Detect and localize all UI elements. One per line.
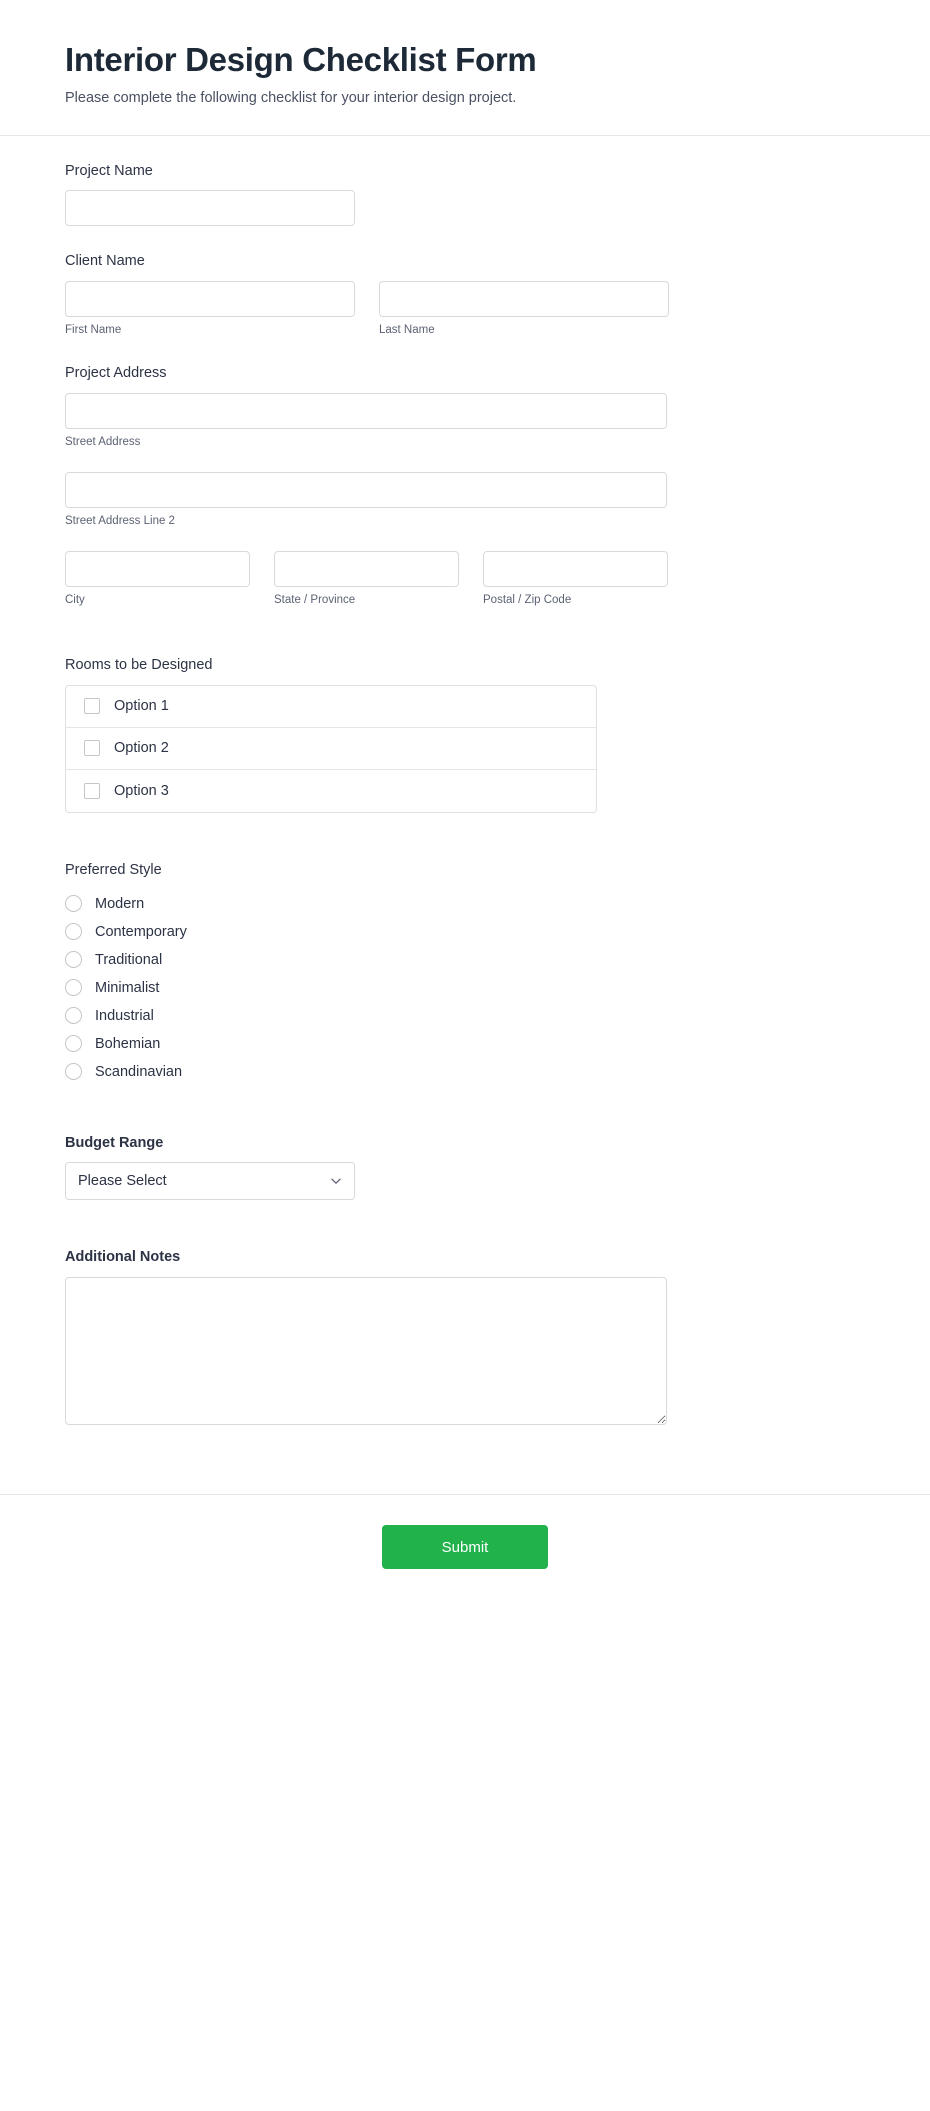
form-subtitle: Please complete the following checklist for your interior design project.: [65, 89, 517, 106]
radio-icon[interactable]: [65, 951, 82, 968]
budget-range-label: Budget Range: [65, 1134, 164, 1151]
form-footer: [0, 1494, 930, 1609]
budget-range-selected-value: Please Select: [78, 1173, 167, 1190]
section-spacer-4: [65, 1226, 865, 1248]
field-project-name: [65, 162, 865, 227]
list-item[interactable]: [65, 890, 865, 918]
street-address-2-input[interactable]: [65, 472, 667, 508]
form-body: [0, 136, 930, 1467]
city-sublabel: City: [65, 593, 85, 606]
field-additional-notes: [65, 1248, 865, 1430]
checkbox-icon[interactable]: [84, 740, 100, 756]
field-rooms-to-be-designed: [65, 656, 865, 813]
submit-button[interactable]: Submit: [382, 1525, 548, 1569]
budget-range-select[interactable]: [65, 1162, 355, 1200]
radio-label: Industrial: [95, 1007, 154, 1024]
street-address-2-sublabel: Street Address Line 2: [65, 515, 175, 528]
last-name-wrap: [379, 281, 669, 338]
radio-icon[interactable]: [65, 1035, 82, 1052]
page-title: Interior Design Checklist Form: [65, 41, 537, 78]
section-spacer-3: [65, 1112, 865, 1134]
list-item[interactable]: [65, 1030, 865, 1058]
client-name-label: Client Name: [65, 253, 145, 270]
field-project-address: [65, 364, 865, 608]
city-state-zip-row: [65, 551, 865, 608]
list-item[interactable]: [65, 918, 865, 946]
checkbox-label: Option 1: [114, 698, 169, 715]
address-spacer-2: [65, 529, 865, 551]
street-address-wrap: [65, 393, 667, 450]
list-item[interactable]: [65, 1002, 865, 1030]
first-name-input[interactable]: [65, 281, 355, 317]
state-wrap: [274, 551, 459, 608]
street-address-2-wrap: [65, 472, 667, 529]
rooms-checkbox-group: [65, 685, 597, 813]
street-address-input[interactable]: [65, 393, 667, 429]
list-item[interactable]: [66, 728, 596, 770]
section-spacer-2: [65, 839, 865, 861]
first-name-sublabel: First Name: [65, 324, 122, 337]
last-name-sublabel: Last Name: [379, 324, 435, 337]
street-address-sublabel: Street Address: [65, 436, 141, 449]
section-spacer-1: [65, 634, 865, 656]
checkbox-label: Option 3: [114, 782, 169, 799]
field-preferred-style: [65, 861, 865, 1086]
project-name-input-wrap: [65, 190, 355, 226]
list-item[interactable]: [65, 1058, 865, 1086]
last-name-input[interactable]: [379, 281, 669, 317]
radio-icon[interactable]: [65, 979, 82, 996]
checkbox-icon[interactable]: [84, 783, 100, 799]
postal-code-sublabel: Postal / Zip Code: [483, 593, 572, 606]
radio-label: Traditional: [95, 951, 163, 968]
radio-icon[interactable]: [65, 895, 82, 912]
list-item[interactable]: [66, 770, 596, 812]
postal-code-input[interactable]: [483, 551, 668, 587]
additional-notes-textarea[interactable]: [65, 1277, 667, 1425]
project-name-input[interactable]: [65, 190, 355, 226]
radio-label: Modern: [95, 895, 145, 912]
list-item[interactable]: [66, 686, 596, 728]
rooms-label: Rooms to be Designed: [65, 656, 213, 673]
state-input[interactable]: [274, 551, 459, 587]
additional-notes-label: Additional Notes: [65, 1249, 181, 1266]
first-name-wrap: [65, 281, 355, 338]
form-header: [0, 0, 930, 136]
field-client-name: [65, 252, 865, 338]
radio-icon[interactable]: [65, 1063, 82, 1080]
client-name-row: [65, 281, 865, 338]
city-input[interactable]: [65, 551, 250, 587]
checkbox-icon[interactable]: [84, 698, 100, 714]
preferred-style-radio-group: [65, 890, 865, 1086]
list-item[interactable]: [65, 974, 865, 1002]
state-sublabel: State / Province: [274, 593, 356, 606]
budget-range-select-wrap[interactable]: [65, 1162, 355, 1200]
radio-label: Minimalist: [95, 979, 160, 996]
list-item[interactable]: [65, 946, 865, 974]
radio-label: Contemporary: [95, 923, 187, 940]
field-budget-range: [65, 1134, 865, 1201]
checkbox-label: Option 2: [114, 740, 169, 757]
address-spacer: [65, 450, 865, 472]
preferred-style-label: Preferred Style: [65, 861, 162, 878]
project-address-label: Project Address: [65, 365, 167, 382]
radio-icon[interactable]: [65, 1007, 82, 1024]
radio-label: Scandinavian: [95, 1063, 183, 1080]
radio-label: Bohemian: [95, 1035, 161, 1052]
city-wrap: [65, 551, 250, 608]
postal-wrap: [483, 551, 668, 608]
project-name-label: Project Name: [65, 162, 153, 179]
radio-icon[interactable]: [65, 923, 82, 940]
